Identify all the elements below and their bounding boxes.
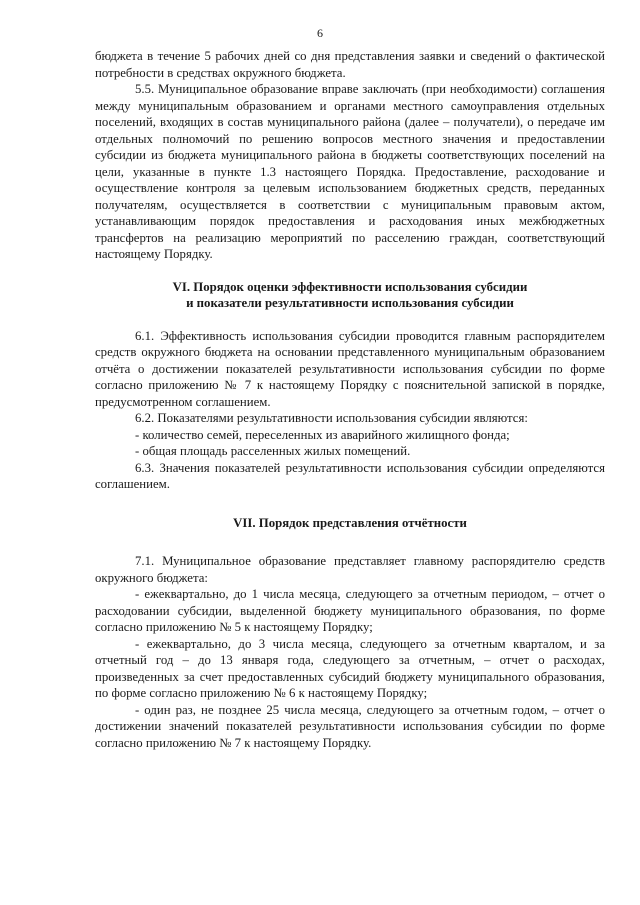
- paragraph-continuation: бюджета в течение 5 рабочих дней со дня представления заявки и сведений о фактической потребности в средствах окружного бюджета.: [95, 49, 605, 80]
- list-item-report-2: - ежеквартально, до 3 числа месяца, следующего за отчетным кварталом, и за отчетный год – до 13 января года, следующего за отчетным, – отчет о расходах, произведенных за счет предоставленных субсидий бюджету муниципального образования, по форме согласно приложению № 6 к настоящему Порядку;: [95, 636, 605, 700]
- document-body: [95, 48, 605, 751]
- list-item-families: - количество семей, переселенных из аварийного жилищного фонда;: [135, 427, 510, 442]
- section-6-heading: [95, 279, 605, 312]
- list-item-report-3: - один раз, не позднее 25 числа месяца, следующего за отчетным годом, – отчет о достижении значений показателей результативности использования субсидии по форме согласно приложению № 7 к настоящему Порядку.: [95, 702, 605, 750]
- section-6-title-line2: и показатели результативности использования субсидии: [186, 296, 514, 310]
- paragraph-7-1: 7.1. Муниципальное образование представляет главному распорядителю средств окружного бюджета:: [95, 554, 605, 585]
- list-item-area: - общая площадь расселенных жилых помещений.: [135, 444, 411, 458]
- page-number: 6: [317, 26, 323, 40]
- paragraph-6-2: 6.2. Показателями результативности использования субсидии являются:: [135, 411, 528, 425]
- paragraph-6-3: 6.3. Значения показателей результативности использования субсидии определяются соглашением.: [95, 460, 605, 491]
- section-6-title-line1: VI. Порядок оценки эффективности использования субсидии: [172, 279, 528, 294]
- list-item-report-1: - ежеквартально, до 1 числа месяца, следующего за отчетным периодом, – отчет о расходовании субсидии, выделенной бюджету муниципального образования, по форме согласно приложению № 5 к настоящему Порядку;: [95, 587, 605, 634]
- paragraph-5-5: 5.5. Муниципальное образование вправе заключать (при необходимости) соглашения между муниципальным образованием и органами местного самоуправления отдельных поселений, входящих в состав муниципального района (далее – получатели), о передаче им отдельных полномочий по решению вопросов местного значения и предоставлении субсидии из бюджета муниципального района в бюджеты соответствующих поселений на цели, указанные в пункте 1.3 настоящего Порядка. Предоставление, расходование и осуществление контроля за целевым использованием бюджетных средств, переданных получателям, осуществляется в соответствии с муниципальным правовым актом, устанавливающим порядок предоставления и расходования иных межбюджетных трансфертов на реализацию мероприятий по расселению граждан, соответствующий настоящему Порядку.: [95, 82, 605, 261]
- section-7-heading: VII. Порядок представления отчётности: [233, 515, 467, 530]
- paragraph-6-1: 6.1. Эффективность использования субсидии проводится главным распорядителем средств окружного бюджета на основании представленного муниципальным образованием отчёта о достижении показателей результативности использования субсидии по форме согласно приложению № 7 к настоящему Порядку с пояснительной запиской в порядке, предусмотренном соглашением.: [95, 328, 605, 409]
